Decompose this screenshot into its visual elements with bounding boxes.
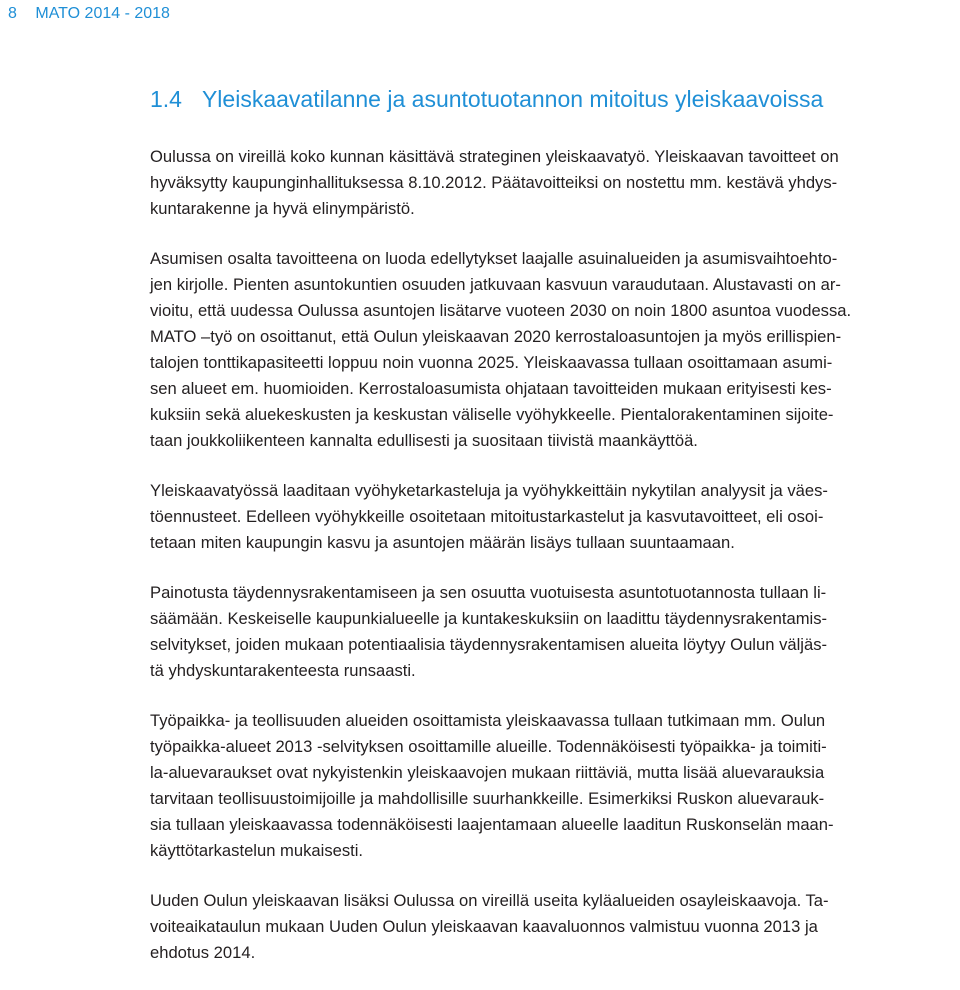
text-line: käyttötarkastelun mukaisesti. [150, 841, 364, 860]
text-line: selvitykset, joiden mukaan potentiaalisia täydennysrakentamisen alueita löytyy Oulun väljäs- [150, 635, 828, 654]
section-number: 1.4 [150, 86, 182, 112]
paragraph [150, 708, 958, 864]
text-line: vioitu, että uudessa Oulussa asuntojen lisätarve vuoteen 2030 on noin 1800 asuntoa vuodessa. [150, 301, 852, 320]
text-line: voiteaikataulun mukaan Uuden Oulun yleiskaavan kaavaluonnos valmistuu vuonna 2013 ja [150, 917, 818, 936]
paragraph [150, 580, 958, 684]
text-line: säämään. Keskeiselle kaupunkialueelle ja kuntakeskuksiin on laadittu täydennysrakentamis- [150, 609, 828, 628]
paragraph [150, 144, 958, 222]
text-line: ehdotus 2014. [150, 943, 256, 962]
body-text [150, 144, 958, 990]
text-line: sia tullaan yleiskaavassa todennäköisesti laajentamaan alueelle laaditun Ruskonselän maan- [150, 815, 834, 834]
paragraph [150, 888, 958, 966]
text-line: Oulussa on vireillä koko kunnan käsittävä strateginen yleiskaavatyö. Yleiskaavan tavoitteet on [150, 147, 839, 166]
text-line: Työpaikka- ja teollisuuden alueiden osoittamista yleiskaavassa tullaan tutkimaan mm. Oulun [150, 711, 826, 730]
text-line: Uuden Oulun yleiskaavan lisäksi Oulussa on vireillä useita kyläalueiden osayleiskaavoja. Ta- [150, 891, 829, 910]
text-line: MATO –työ on osoittanut, että Oulun yleiskaavan 2020 kerrostaloasuntojen ja myös erillispien- [150, 327, 842, 346]
text-line: tetaan miten kaupungin kasvu ja asuntojen määrän lisäys tullaan suuntaamaan. [150, 533, 735, 552]
text-line: sen alueet em. huomioiden. Kerrostaloasumista ohjataan tavoitteiden mukaan erityisesti kes- [150, 379, 832, 398]
running-title: MATO 2014 - 2018 [35, 5, 170, 22]
text-line: kuksiin sekä aluekeskusten ja keskustan väliselle vyöhykkeelle. Pientalorakentaminen sijoite- [150, 405, 834, 424]
text-line: tä yhdyskuntarakenteesta runsaasti. [150, 661, 416, 680]
text-line: Painotusta täydennysrakentamiseen ja sen osuutta vuotuisesta asuntotuotannosta tullaan li- [150, 583, 827, 602]
text-line: työpaikka-alueet 2013 -selvityksen osoittamille alueille. Todennäköisesti työpaikka- ja toimiti- [150, 737, 827, 756]
text-line: talojen tonttikapasiteetti loppuu noin vuonna 2025. Yleiskaavassa tullaan osoittamaan asumi- [150, 353, 833, 372]
text-line: la-aluevaraukset ovat nykyistenkin yleiskaavojen mukaan riittäviä, mutta lisää aluevarauksia [150, 763, 825, 782]
text-line: Asumisen osalta tavoitteena on luoda edellytykset laajalle asuinalueiden ja asumisvaihtoehto- [150, 249, 838, 268]
paragraph [150, 246, 958, 454]
text-line: kuntarakenne ja hyvä elinympäristö. [150, 199, 415, 218]
text-line: Yleiskaavatyössä laaditaan vyöhyketarkasteluja ja vyöhykkeittäin nykytilan analyysit ja väes- [150, 481, 828, 500]
text-line: taan joukkoliikenteen kannalta edullisesti ja suositaan tiivistä maankäyttöä. [150, 431, 698, 450]
text-line: töennusteet. Edelleen vyöhykkeille osoitetaan mitoitustarkastelut ja kasvutavoitteet, eli osoi- [150, 507, 824, 526]
page-number: 8 [8, 5, 17, 22]
running-header [8, 5, 170, 23]
paragraph [150, 478, 958, 556]
text-line: tarvitaan teollisuustoimijoille ja mahdollisille suurhankkeille. Esimerkiksi Ruskon aluevarauk- [150, 789, 825, 808]
section-heading [150, 85, 823, 113]
section-title: Yleiskaavatilanne ja asuntotuotannon mitoitus yleiskaavoissa [201, 86, 824, 112]
text-line: jen kirjolle. Pienten asuntokuntien osuuden jatkuvaan kasvuun varaudutaan. Alustavasti on ar- [150, 275, 841, 294]
text-line: hyväksytty kaupunginhallituksessa 8.10.2012. Päätavoitteiksi on nostettu mm. kestävä yhdys- [150, 173, 838, 192]
